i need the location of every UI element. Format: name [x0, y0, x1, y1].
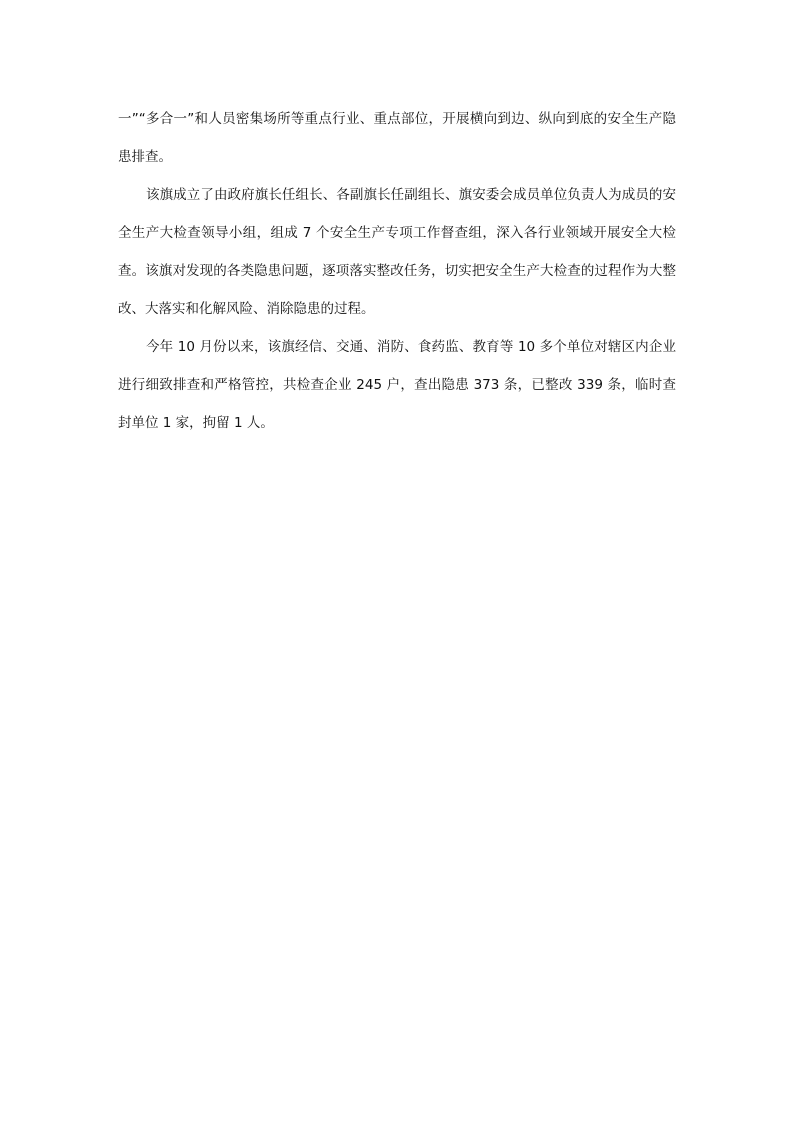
document-body	[118, 100, 676, 442]
paragraph-1: 一”“多合一”和人员密集场所等重点行业、重点部位，开展横向到边、纵向到底的安全生产隐患排查。	[118, 111, 676, 165]
paragraph-3: 今年 10 月份以来，该旗经信、交通、消防、食药监、教育等 10 多个单位对辖区内企业进行细致排查和严格管控，共检查企业 245 户，查出隐患 373 条，已整改 339 条，临时查封单位 1 家，拘留 1 人。	[118, 339, 676, 431]
paragraph-2: 该旗成立了由政府旗长任组长、各副旗长任副组长、旗安委会成员单位负责人为成员的安全生产大检查领导小组，组成 7 个安全生产专项工作督查组，深入各行业领域开展安全大检查。该旗对发现的各类隐患问题，逐项落实整改任务，切实把安全生产大检查的过程作为大整改、大落实和化解风险、消除隐患的过程。	[118, 187, 676, 317]
